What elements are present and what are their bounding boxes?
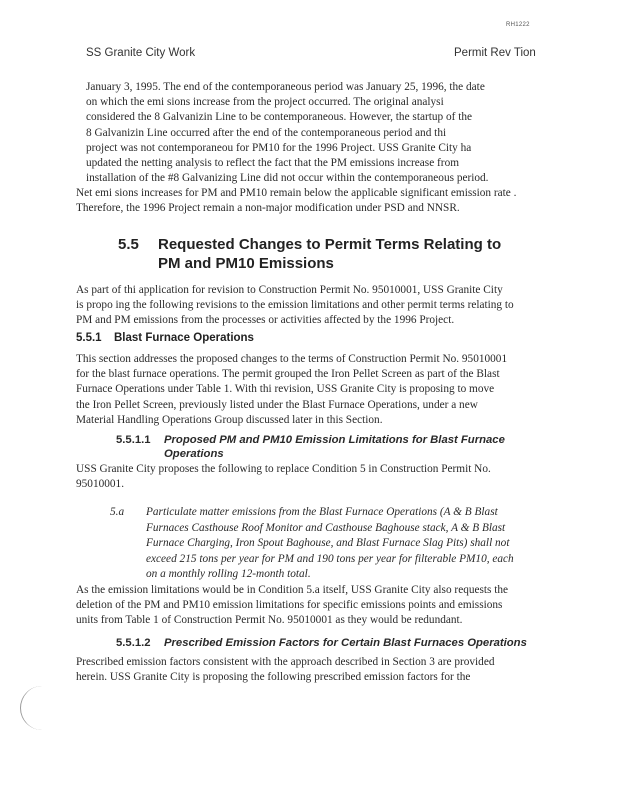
section-title-line: Proposed PM and PM10 Emission Limitations for Blast Furnace — [164, 434, 505, 446]
condition-number: 5.a — [110, 506, 125, 518]
condition-text — [146, 505, 534, 583]
text-line: project was not contemporaneou for PM10 for the 1996 Project. USS Granite City ha — [86, 141, 472, 154]
running-header-right: Permit Rev Tion — [454, 47, 536, 59]
text-line: for the blast furnace operations. The permit grouped the Iron Pellet Screen as part of the Blast — [76, 368, 500, 381]
paragraph-deletion-request — [76, 583, 536, 629]
paragraph-replace-condition — [76, 462, 536, 492]
text-line: Therefore, the 1996 Project remain a non-major modification under PSD and NNSR. — [76, 202, 460, 215]
text-line: exceed 215 tons per year for PM and 190 tons per year for filterable PM10, each — [146, 552, 514, 565]
text-line: on which the emi sions increase from the project occurred. The original analysi — [86, 96, 444, 109]
paragraph-net-emissions — [76, 186, 536, 216]
text-line: is propo ing the following revisions to the emission limitations and other permit terms relating to — [76, 299, 514, 312]
section-title-line: Operations — [164, 448, 224, 460]
text-line: Net emi sions increases for PM and PM10 remain below the applicable significant emission rate . — [76, 187, 517, 199]
text-line: PM and PM emissions from the processes or activities affected by the 1996 Project. — [76, 314, 455, 327]
section-number: 5.5.1 — [76, 332, 102, 344]
section-number: 5.5 — [118, 236, 139, 253]
text-line: As the emission limitations would be in Condition 5.a itself, USS Granite City also requests the — [76, 584, 509, 596]
section-number: 5.5.1.2 — [116, 637, 151, 649]
text-line: installation of the #8 Galvanizing Line did not occur within the contemporaneous period. — [86, 172, 489, 185]
text-line: Prescribed emission factors consistent with the approach described in Section 3 are provided — [76, 656, 495, 668]
page-stamp: RH1222 — [506, 22, 530, 28]
text-line: As part of thi application for revision to Construction Permit No. 95010001, USS Granite City — [76, 284, 503, 296]
section-heading-5-5-1-2 — [116, 636, 536, 650]
section-title: Prescribed Emission Factors for Certain Blast Furnaces Operations — [164, 637, 527, 649]
text-line: This section addresses the proposed changes to the terms of Construction Permit No. 95010001 — [76, 353, 508, 365]
paragraph-application-revision — [76, 283, 536, 329]
text-line: Furnace Charging, Iron Spout Baghouse, and Blast Furnace Slag Pits) shall not — [146, 537, 510, 549]
section-number: 5.5.1.1 — [116, 434, 151, 446]
text-line: considered the 8 Galvanizin Line to be contemporaneous. However, the startup of the — [86, 111, 473, 124]
section-heading-5-5 — [118, 235, 538, 273]
running-header-left: SS Granite City Work — [86, 47, 196, 59]
text-line: January 3, 1995. The end of the contemporaneous period was January 25, 1996, the date — [86, 81, 485, 93]
text-line: deletion of the PM and PM10 emission limitations for specific emissions points and emissions — [76, 599, 503, 612]
text-line: the Iron Pellet Screen, previously listed under the Blast Furnace Operations, under a new — [76, 398, 478, 411]
text-line: units from Table 1 of Construction Permit No. 95010001 as they would be redundant. — [76, 614, 463, 627]
section-title: Blast Furnace Operations — [114, 332, 254, 344]
text-line: on a monthly rolling 12-month total. — [146, 568, 311, 580]
text-line: Material Handling Operations Group discussed later in this Section. — [76, 413, 383, 426]
binding-mark — [20, 686, 43, 730]
paragraph-blast-furnace — [76, 352, 536, 428]
paragraph-contemporaneous-period — [86, 80, 534, 186]
section-heading-5-5-1 — [76, 332, 254, 344]
text-line: Particulate matter emissions from the Blast Furnace Operations (A & B Blast — [146, 506, 498, 518]
text-line: Furnaces Casthouse Roof Monitor and Casthouse Baghouse stack, A & B Blast — [146, 521, 506, 534]
section-title-line: PM and PM10 Emissions — [158, 255, 334, 272]
text-line: 95010001. — [76, 478, 125, 491]
section-heading-5-5-1-1 — [116, 433, 536, 461]
paragraph-prescribed-factors — [76, 655, 536, 685]
text-line: 8 Galvanizin Line occurred after the end of the contemporaneous period and thi — [86, 126, 447, 139]
text-line: updated the netting analysis to reflect the fact that the PM emissions increase from — [86, 157, 460, 170]
text-line: USS Granite City proposes the following to replace Condition 5 in Construction Permit No. — [76, 463, 491, 475]
section-title-line: Requested Changes to Permit Terms Relating to — [158, 236, 502, 253]
text-line: Furnace Operations under Table 1. With thi revision, USS Granite City is proposing to move — [76, 383, 495, 396]
text-line: herein. USS Granite City is proposing the following prescribed emission factors for the — [76, 671, 471, 684]
